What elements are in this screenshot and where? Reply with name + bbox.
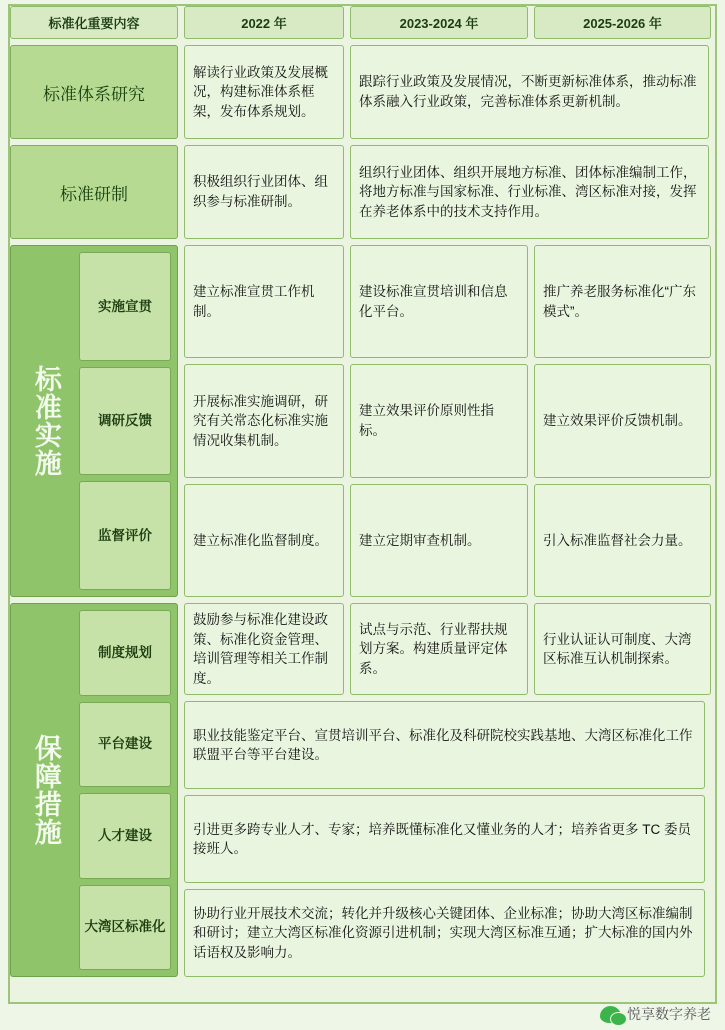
cell-text: 建立定期审查机制。	[359, 532, 481, 548]
cell-2022-system-planning	[184, 603, 344, 695]
cell-text: 引进更多跨专业人才、专家；培养既懂标准化又懂业务的人才；培养省更多 TC 委员接班人。	[193, 821, 691, 857]
group-sub-items	[79, 610, 171, 970]
wechat-icon	[600, 1006, 621, 1023]
cell-2022-standard-system-research	[184, 45, 344, 139]
table-row	[184, 484, 715, 597]
cell-2023-2026-standard-system-research	[350, 45, 709, 139]
cell-2022-standard-development	[184, 145, 344, 239]
cell-text: 开展标准实施调研，研究有关常态化标准实施情况收集机制。	[193, 393, 328, 448]
sub-item-supervision-evaluation: 监督评价	[79, 481, 171, 590]
cell-text: 建立效果评价反馈机制。	[543, 413, 692, 429]
roadmap-table	[10, 6, 715, 983]
group-title-text: 标准实施	[30, 365, 61, 477]
cell-text: 行业认证认可制度、大湾区标准互认机制探索。	[543, 631, 692, 667]
cell-2023-2026-standard-development	[350, 145, 709, 239]
cell-span-talent-construction	[184, 795, 705, 883]
table-row	[10, 45, 715, 139]
header-cell-content: 标准化重要内容	[10, 6, 178, 39]
watermark-text: 悦享数字养老	[627, 1006, 711, 1022]
cell-2025-2026-system-planning	[534, 603, 711, 695]
cell-text: 跟踪行业政策及发展情况，不断更新标准体系，推动标准体系融入行业政策，完善标准体系更新机制。	[359, 74, 697, 109]
header-cell-2025-2026: 2025-2026 年	[534, 6, 711, 39]
table-row	[184, 603, 715, 695]
row-label-standard-system-research: 标准体系研究	[10, 45, 178, 139]
group-body-safeguard-measures	[184, 603, 715, 977]
group-title-text: 保障措施	[30, 734, 61, 846]
sub-item-implementation-promotion: 实施宣贯	[79, 252, 171, 361]
group-safeguard-measures	[10, 603, 715, 977]
cell-text: 推广养老服务标准化“广东模式”。	[543, 284, 696, 319]
sub-item-system-planning: 制度规划	[79, 610, 171, 696]
group-sub-items	[79, 252, 171, 590]
cell-2023-2024-implementation-promotion	[350, 245, 528, 358]
table-row	[184, 795, 715, 883]
header-cell-2023-2024: 2023-2024 年	[350, 6, 528, 39]
table-row	[184, 364, 715, 477]
sub-item-platform-construction: 平台建设	[79, 702, 171, 788]
group-label-standard-implementation	[10, 245, 178, 597]
cell-2022-supervision-evaluation	[184, 484, 344, 597]
cell-text: 解读行业政策及发展概况，构建标准体系框架，发布体系规划。	[193, 64, 328, 119]
sub-item-research-feedback: 调研反馈	[79, 367, 171, 476]
cell-text: 职业技能鉴定平台、宣贯培训平台、标准化及科研院校实践基地、大湾区标准化工作联盟平台等平台建设。	[193, 727, 693, 763]
cell-2022-implementation-promotion	[184, 245, 344, 358]
cell-text: 协助行业开展技术交流；转化并升级核心关键团体、企业标准；协助大湾区标准编制和研讨；建立大湾区标准化资源引进机制；实现大湾区标准互通；扩大标准的国内外话语权及影响力。	[193, 905, 693, 960]
cell-text: 试点与示范、行业帮扶规划方案。构建质量评定体系。	[359, 621, 508, 676]
cell-text: 积极组织行业团体、组织参与标准研制。	[193, 174, 328, 209]
table-row	[184, 701, 715, 789]
cell-2025-2026-supervision-evaluation	[534, 484, 711, 597]
cell-2022-research-feedback	[184, 364, 344, 477]
group-body-standard-implementation	[184, 245, 715, 597]
header-cell-2022: 2022 年	[184, 6, 344, 39]
cell-2023-2024-supervision-evaluation	[350, 484, 528, 597]
row-label-standard-development: 标准研制	[10, 145, 178, 239]
table-row	[10, 145, 715, 239]
cell-text: 建立效果评价原则性指标。	[359, 403, 494, 438]
cell-2023-2024-research-feedback	[350, 364, 528, 477]
cell-span-greater-bay-area-standardization	[184, 889, 705, 977]
table-row	[184, 889, 715, 977]
cell-text: 引入标准监督社会力量。	[543, 532, 692, 548]
cell-text: 建设标准宣贯培训和信息化平台。	[359, 284, 508, 319]
cell-2025-2026-research-feedback	[534, 364, 711, 477]
cell-text: 组织行业团体、组织开展地方标准、团体标准编制工作，将地方标准与国家标准、行业标准、湾区标准对接，发挥在养老体系中的技术支持作用。	[359, 164, 697, 219]
sub-item-talent-construction: 人才建设	[79, 793, 171, 879]
cell-text: 鼓励参与标准化建设政策、标准化资金管理、培训管理等相关工作制度。	[193, 612, 328, 686]
cell-text: 建立标准宣贯工作机制。	[193, 284, 315, 319]
table-row	[184, 245, 715, 358]
cell-2025-2026-implementation-promotion	[534, 245, 711, 358]
group-label-safeguard-measures	[10, 603, 178, 977]
table-header-row	[10, 6, 715, 39]
cell-2023-2024-system-planning	[350, 603, 528, 695]
cell-span-platform-construction	[184, 701, 705, 789]
group-standard-implementation	[10, 245, 715, 597]
watermark	[600, 1004, 711, 1024]
sub-item-greater-bay-area-standardization: 大湾区标准化	[79, 885, 171, 971]
cell-text: 建立标准化监督制度。	[193, 532, 328, 548]
